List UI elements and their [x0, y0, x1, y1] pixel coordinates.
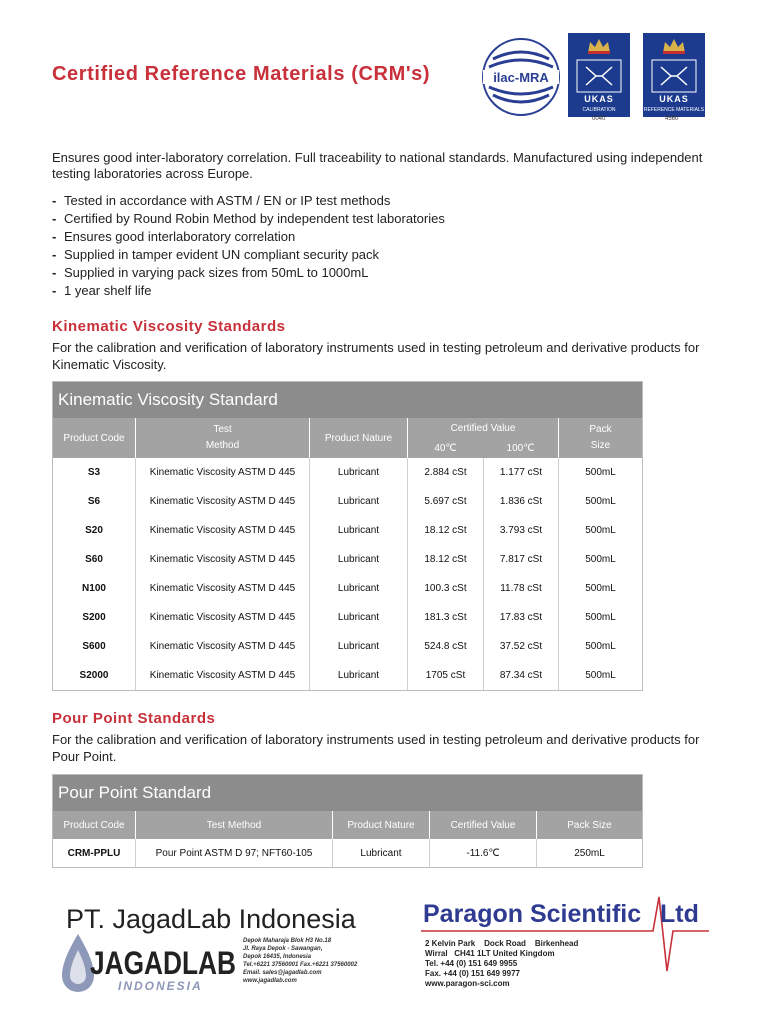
ukas-number: 4560: [665, 116, 679, 122]
kinematic-table-body: [53, 458, 642, 690]
paragon-address: 2 Kelvin Park Dock Road Birkenhead Wirral CH41 1LT United Kingdom Tel. +44 (0) 151 649 9955 Fax. +44 (0) 151 649 9977 www.paragon-sci.com: [425, 939, 579, 988]
jagadlab-company-name: PT. JagadLab Indonesia: [66, 904, 356, 934]
kinematic-table: [52, 381, 643, 691]
table-header: [53, 811, 642, 839]
table-row: S60 Kinematic Viscosity ASTM D 445 Lubricant 18.12 cSt 7.817 cSt 500mL: [53, 545, 642, 574]
header-product-nature: Product Nature: [324, 432, 393, 444]
svg-text:INDONESIA: INDONESIA: [118, 979, 203, 993]
header-product-code: Product Code: [63, 432, 125, 444]
header-certified-value: Certified Value: [450, 422, 516, 434]
pour-point-table: [52, 774, 643, 868]
kinematic-description: For the calibration and verification of laboratory instruments used in testing petroleum and derivative products for Kinematic Viscosity.: [52, 340, 700, 372]
paragon-company-name: Paragon Scientific: [423, 900, 642, 928]
ukas-emblem-icon: [576, 59, 622, 93]
table-row: S2000 Kinematic Viscosity ASTM D 445 Lubricant 1705 cSt 87.34 cSt 500mL: [53, 661, 642, 690]
table-row: S6 Kinematic Viscosity ASTM D 445 Lubricant 5.697 cSt 1.836 cSt 500mL: [53, 487, 642, 516]
paragon-ltd: Ltd: [660, 900, 699, 928]
svg-text:ilac-MRA: ilac-MRA: [493, 70, 549, 85]
list-item: - Supplied in tamper evident UN compliant security pack: [52, 246, 712, 264]
intro-paragraph: Ensures good inter-laboratory correlation. Full traceability to national standards. Manufactured using independent testing laboratories across Europe.: [52, 150, 703, 181]
header-40c: 40℃: [434, 442, 457, 454]
list-item: - Tested in accordance with ASTM / EN or IP test methods: [52, 192, 712, 210]
list-item: - Ensures good interlaboratory correlation: [52, 228, 712, 246]
table-title: Kinematic Viscosity Standard: [53, 382, 642, 418]
table-row: N100 Kinematic Viscosity ASTM D 445 Lubricant 100.3 cSt 11.78 cSt 500mL: [53, 574, 642, 603]
table-row: S200 Kinematic Viscosity ASTM D 445 Lubricant 181.3 cSt 17.83 cSt 500mL: [53, 603, 642, 632]
crown-icon: [661, 37, 687, 55]
list-item: - 1 year shelf life: [52, 282, 712, 300]
list-item: - Supplied in varying pack sizes from 50mL to 1000mL: [52, 264, 712, 282]
pour-point-description: For the calibration and verification of laboratory instruments used in testing petroleum and derivative products for Pour Point.: [52, 732, 700, 764]
svg-text:JAGADLAB: JAGADLAB: [90, 945, 236, 981]
header-100c: 100℃: [506, 442, 535, 454]
list-item: - Certified by Round Robin Method by independent test laboratories: [52, 210, 712, 228]
header-product-nature: Product Nature: [347, 819, 415, 831]
jagadlab-logo: [62, 930, 240, 1000]
header-pack-size: Pack Size: [589, 424, 612, 451]
header-test-method: Test Method: [205, 424, 240, 451]
ukas-emblem-icon: [651, 59, 697, 93]
ukas-reference-materials-logo: UKAS REFERENCE MATERIALS: [643, 33, 705, 117]
ukas-calibration-logo: UKAS CALIBRATION: [568, 33, 630, 117]
table-row: S600 Kinematic Viscosity ASTM D 445 Lubricant 524.8 cSt 37.52 cSt 500mL: [53, 632, 642, 661]
table-header: [53, 418, 642, 458]
header-pack-size: Pack Size: [567, 819, 612, 831]
table-row: S20 Kinematic Viscosity ASTM D 445 Lubricant 18.12 cSt 3.793 cSt 500mL: [53, 516, 642, 545]
page-title: Certified Reference Materials (CRM's): [52, 63, 431, 85]
table-row: S3 Kinematic Viscosity ASTM D 445 Lubricant 2.884 cSt 1.177 cSt 500mL: [53, 458, 642, 487]
feature-list: [52, 192, 712, 300]
ukas-number: 0040: [592, 116, 606, 122]
table-title: Pour Point Standard: [53, 775, 642, 811]
jagadlab-address: Depok Maharaja Blok H3 No.18 Jl. Raya Depok - Sawangan, Depok 16435, Indonesia Tel.+6221 37560001 Fax.+6221 37560002 Email. sales@jagadlab.com www.jagadlab.com: [243, 938, 358, 984]
header-test-method: Test Method: [206, 819, 262, 831]
crown-icon: [586, 37, 612, 55]
table-row: CRM-PPLU Pour Point ASTM D 97; NFT60-105 Lubricant -11.6℃ 250mL: [53, 839, 642, 867]
header-product-code: Product Code: [63, 819, 125, 831]
pour-point-heading: Pour Point Standards: [52, 710, 216, 727]
kinematic-heading: Kinematic Viscosity Standards: [52, 318, 286, 335]
header-certified-value: Certified Value: [450, 819, 516, 831]
ilac-mra-logo: [481, 37, 561, 117]
